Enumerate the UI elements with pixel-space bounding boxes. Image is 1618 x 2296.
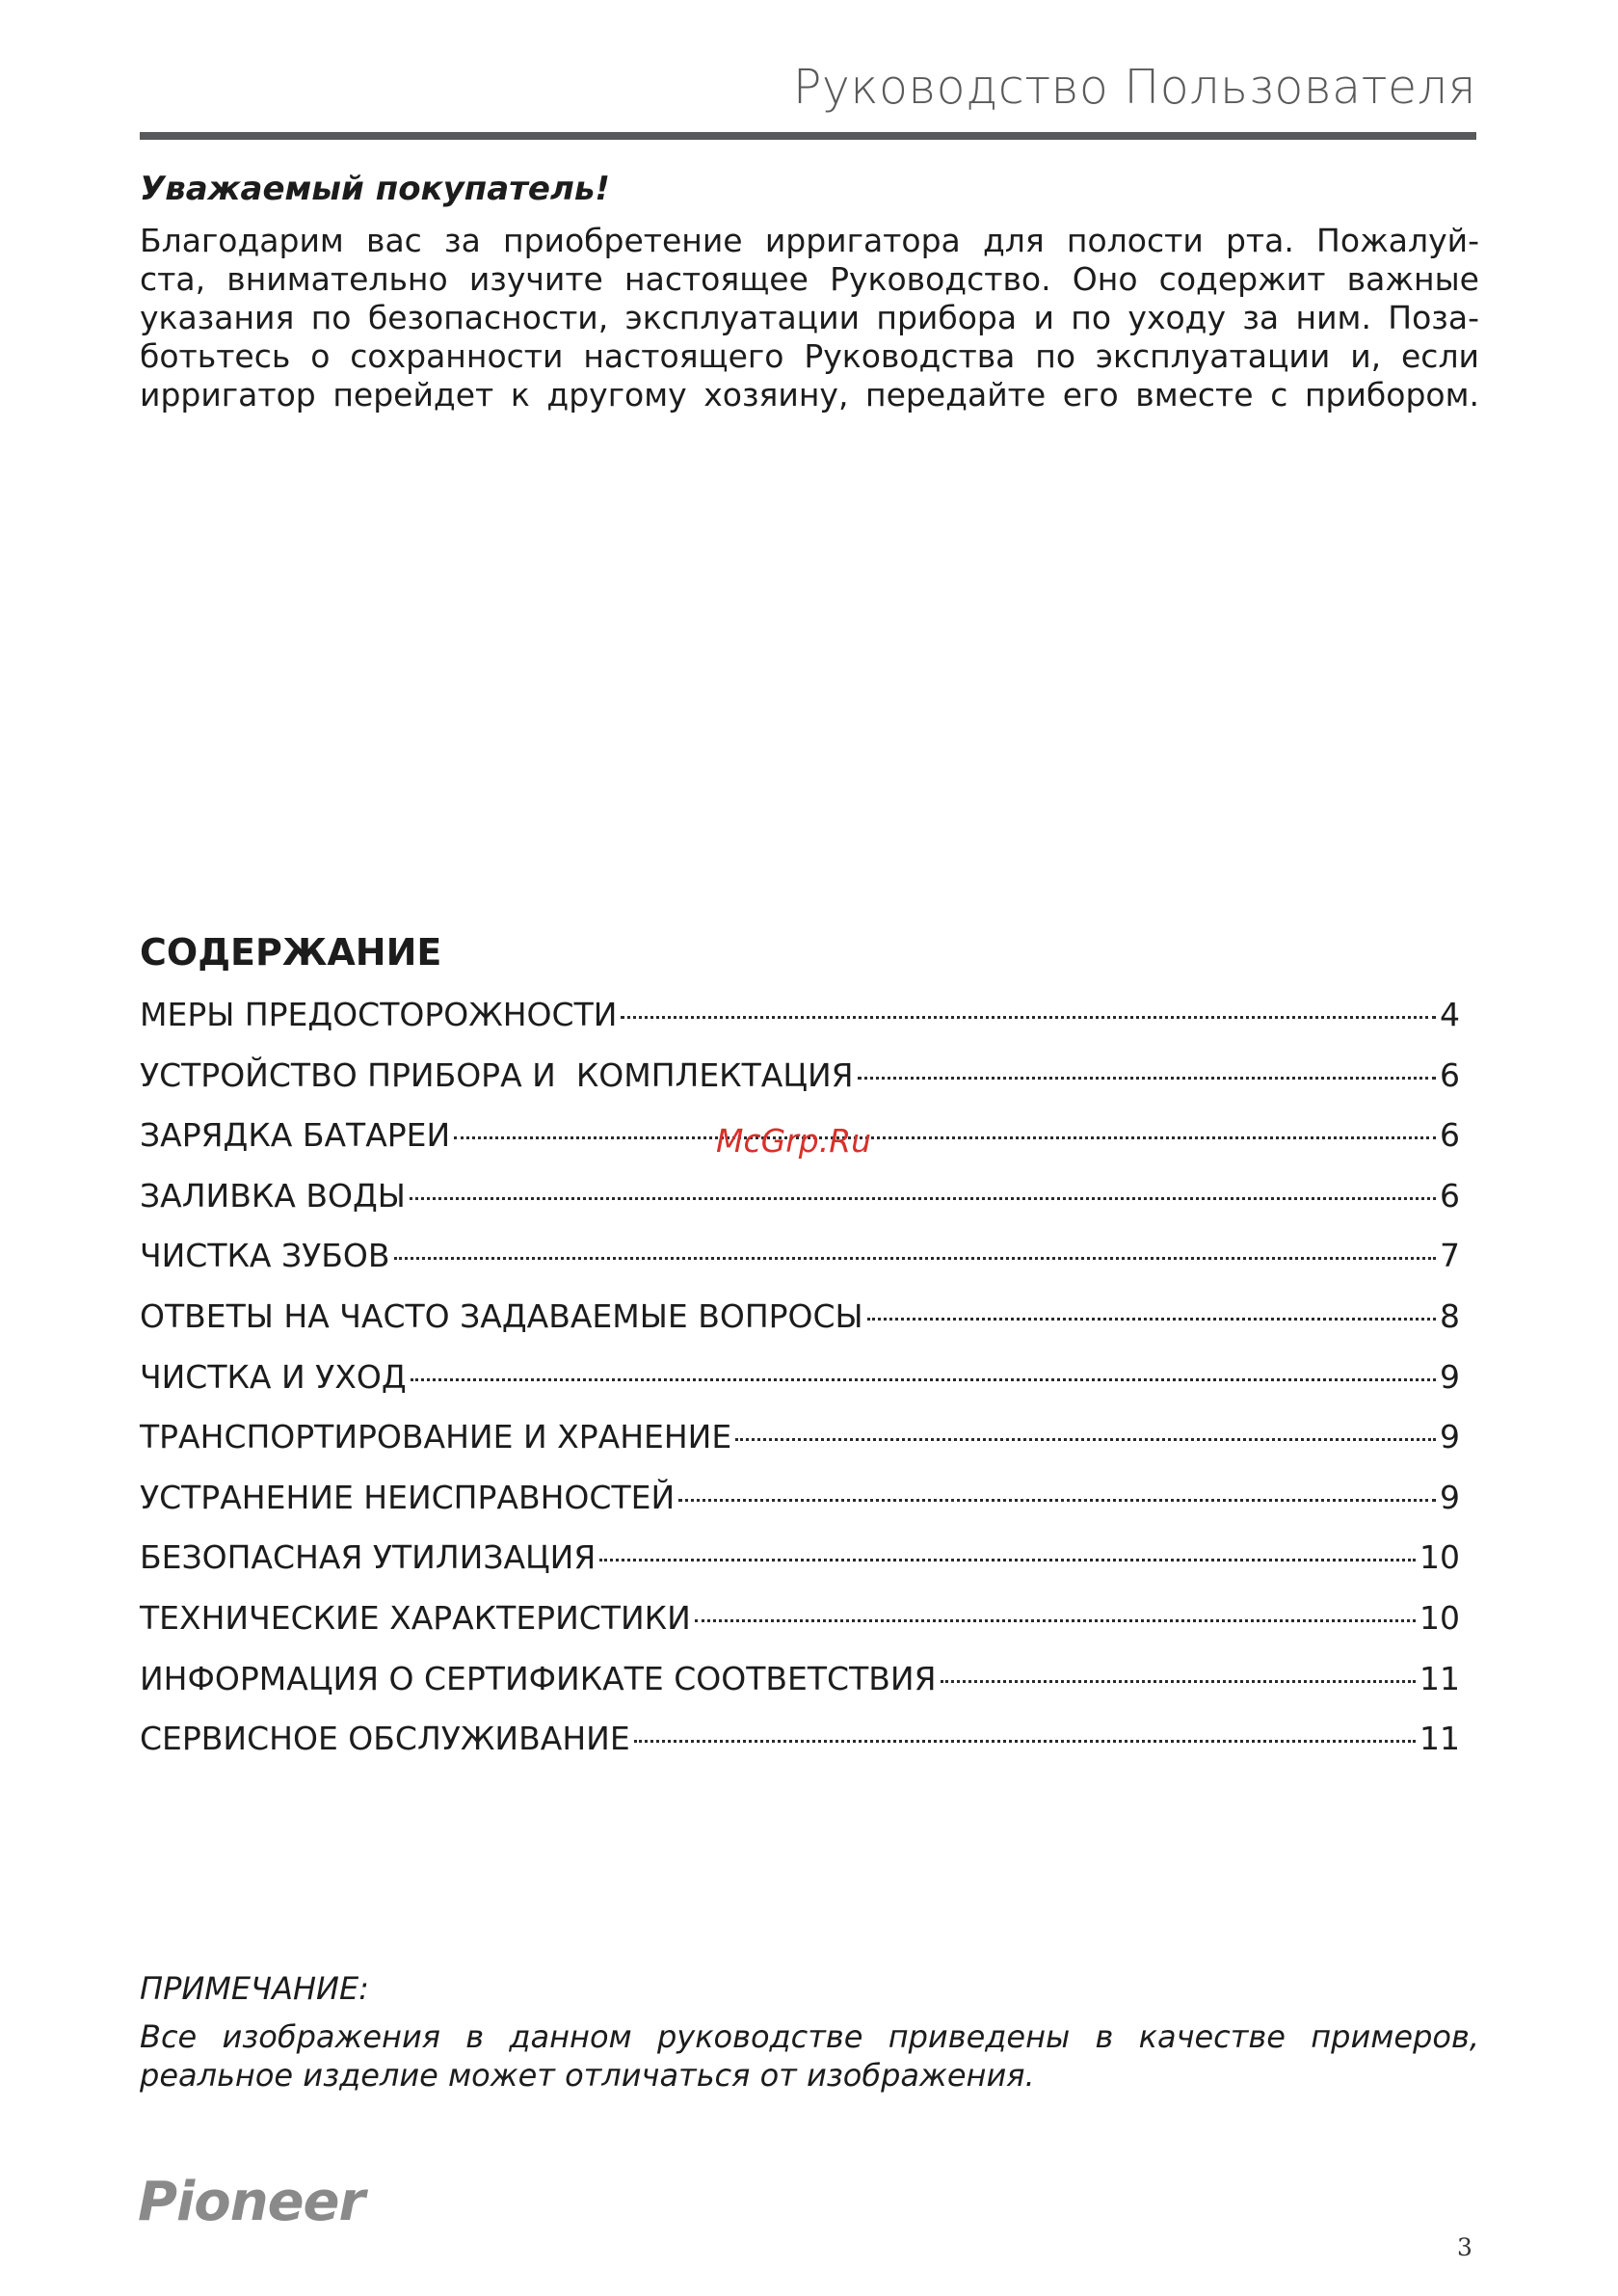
toc-entry-label: ИНФОРМАЦИЯ О СЕРТИФИКАТЕ СООТВЕТСТВИЯ xyxy=(140,1659,937,1697)
toc-dot-leader xyxy=(678,1499,1436,1502)
toc-entry[interactable] xyxy=(140,1407,1460,1468)
toc-entry-label: ЧИСТКА ЗУБОВ xyxy=(140,1237,390,1275)
toc-heading: СОДЕРЖАНИЕ xyxy=(140,931,442,974)
toc-dot-leader xyxy=(867,1318,1436,1321)
intro-paragraph xyxy=(140,222,1479,414)
page-number: 3 xyxy=(1457,2233,1472,2261)
toc-entry-page: 6 xyxy=(1440,1176,1460,1215)
header-divider xyxy=(140,132,1476,140)
toc-entry-page: 6 xyxy=(1440,1055,1460,1094)
toc-entry[interactable] xyxy=(140,1649,1460,1710)
toc-dot-leader xyxy=(858,1077,1436,1080)
toc-entry-page: 9 xyxy=(1440,1357,1460,1396)
note-label: ПРИМЕЧАНИЕ: xyxy=(140,1970,369,2007)
intro-line: указания по безопасности, эксплуатации прибора и по уходу за ним. Поза- xyxy=(140,299,1479,336)
toc-dot-leader xyxy=(621,1016,1436,1019)
watermark: McGrp.Ru xyxy=(716,1122,872,1160)
toc-entry-label: УСТРАНЕНИЕ НЕИСПРАВНОСТЕЙ xyxy=(140,1478,676,1516)
toc-entry-page: 6 xyxy=(1440,1116,1460,1155)
toc-entry[interactable] xyxy=(140,1709,1460,1770)
toc-dot-leader xyxy=(941,1680,1417,1683)
toc-entry-page: 11 xyxy=(1419,1659,1460,1697)
toc-entry[interactable] xyxy=(140,1468,1460,1529)
toc-dot-leader xyxy=(411,1378,1436,1381)
toc-entry-page: 11 xyxy=(1419,1720,1460,1758)
toc-entry[interactable] xyxy=(140,1046,1460,1107)
toc-entry[interactable] xyxy=(140,1287,1460,1348)
intro-line: Благодарим вас за приобретение ирригатора для полости рта. Пожалуй- xyxy=(140,222,1479,259)
note-line: Все изображения в данном руководстве приведены в качестве примеров, xyxy=(140,2018,1479,2055)
brand-logo: Pioneer xyxy=(138,2171,365,2233)
toc-dot-leader xyxy=(695,1619,1416,1622)
toc-entry-page: 9 xyxy=(1440,1418,1460,1456)
toc-entry-label: ЗАЛИВКА ВОДЫ xyxy=(140,1176,406,1215)
toc-dot-leader xyxy=(599,1559,1416,1562)
toc-entry-label: МЕРЫ ПРЕДОСТОРОЖНОСТИ xyxy=(140,996,618,1033)
page-header-title: Руководство Пользователя xyxy=(792,60,1476,115)
toc-entry-label: ЗАРЯДКА БАТАРЕИ xyxy=(140,1116,451,1155)
toc-entry-label: ЧИСТКА И УХОД xyxy=(140,1357,407,1396)
toc-entry[interactable] xyxy=(140,1589,1460,1649)
toc-dot-leader xyxy=(394,1257,1436,1260)
toc-entry-label: ОТВЕТЫ НА ЧАСТО ЗАДАВАЕМЫЕ ВОПРОСЫ xyxy=(140,1296,863,1335)
toc-entry[interactable] xyxy=(140,1348,1460,1408)
toc-entry[interactable] xyxy=(140,985,1460,1046)
toc-dot-leader xyxy=(410,1197,1436,1200)
toc-entry-label: УСТРОЙСТВО ПРИБОРА И КОМПЛЕКТАЦИЯ xyxy=(140,1055,854,1094)
toc-entry-label: СЕРВИСНОЕ ОБСЛУЖИВАНИЕ xyxy=(140,1720,630,1758)
toc-dot-leader xyxy=(454,1136,1436,1139)
toc-entry-label: ТЕХНИЧЕСКИЕ ХАРАКТЕРИСТИКИ xyxy=(140,1598,691,1637)
toc-entry[interactable] xyxy=(140,1226,1460,1287)
toc-entry[interactable] xyxy=(140,1166,1460,1227)
toc-entry-page: 7 xyxy=(1440,1237,1460,1275)
intro-line: ботьтесь о сохранности настоящего Руководства по эксплуатации и, если xyxy=(140,337,1479,375)
toc-entry-page: 4 xyxy=(1440,996,1460,1033)
toc-entry-page: 10 xyxy=(1419,1538,1460,1577)
greeting-heading: Уважаемый покупатель! xyxy=(140,170,610,208)
intro-line: ста, внимательно изучите настоящее Руководство. Оно содержит важные xyxy=(140,260,1479,298)
toc-entry-page: 10 xyxy=(1419,1598,1460,1637)
note-line: реальное изделие может отличаться от изображения. xyxy=(140,2057,1035,2094)
note-text xyxy=(140,2017,1479,2095)
toc-entry-page: 9 xyxy=(1440,1478,1460,1516)
toc-entry-label: ТРАНСПОРТИРОВАНИЕ И ХРАНЕНИЕ xyxy=(140,1418,732,1456)
intro-line: ирригатор перейдет к другому хозяину, передайте его вместе с прибором. xyxy=(140,376,1479,414)
toc-entry-page: 8 xyxy=(1440,1296,1460,1335)
toc-entry[interactable] xyxy=(140,1528,1460,1589)
toc-entry-label: БЕЗОПАСНАЯ УТИЛИЗАЦИЯ xyxy=(140,1538,597,1577)
toc-dot-leader xyxy=(735,1438,1436,1441)
table-of-contents xyxy=(140,985,1460,1770)
toc-dot-leader xyxy=(634,1740,1416,1743)
